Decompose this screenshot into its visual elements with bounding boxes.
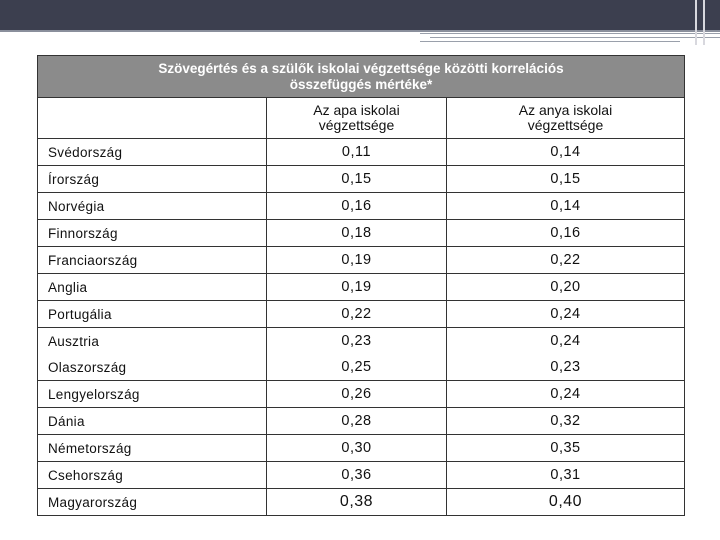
mother-value-cell: 0,15 [447, 166, 685, 193]
table-row [38, 328, 685, 355]
table-body [38, 139, 685, 516]
country-cell: Ausztria [38, 328, 267, 355]
table-row [38, 381, 685, 408]
mother-value-cell: 0,14 [447, 139, 685, 166]
father-value-cell: 0,26 [267, 381, 447, 408]
country-cell: Finnország [38, 220, 267, 247]
mother-value-cell: 0,22 [447, 247, 685, 274]
mother-value-cell: 0,32 [447, 408, 685, 435]
mother-value-cell: 0,35 [447, 435, 685, 462]
mother-value-cell: 0,14 [447, 193, 685, 220]
header-father-education [267, 98, 447, 139]
header-father-line-2: végzettsége [318, 117, 395, 133]
header-father-line-1: Az apa iskolai [313, 102, 400, 118]
header-mother-education [447, 98, 685, 139]
table-row [38, 220, 685, 247]
header-mother-line-2: végzettsége [527, 117, 604, 133]
mother-value-cell: 0,24 [447, 328, 685, 355]
country-cell: Portugália [38, 301, 267, 328]
father-value-cell: 0,16 [267, 193, 447, 220]
table-row [38, 462, 685, 489]
country-cell: Lengyelország [38, 381, 267, 408]
mother-value-cell: 0,24 [447, 301, 685, 328]
mother-value-cell: 0,24 [447, 381, 685, 408]
father-value-cell: 0,30 [267, 435, 447, 462]
table-row [38, 489, 685, 516]
decorative-lines [420, 31, 720, 45]
country-cell: Olaszország [38, 354, 267, 381]
mother-value-cell: 0,20 [447, 274, 685, 301]
country-cell: Németország [38, 435, 267, 462]
table-title-line-2: összefüggés mértéke* [289, 76, 433, 92]
header-empty-cell [38, 98, 267, 139]
table-row [38, 274, 685, 301]
country-cell: Dánia [38, 408, 267, 435]
mother-value-cell: 0,16 [447, 220, 685, 247]
table-row [38, 408, 685, 435]
father-value-cell: 0,19 [267, 274, 447, 301]
table-title [38, 56, 685, 98]
country-cell: Franciaország [38, 247, 267, 274]
country-cell: Magyarország [38, 489, 267, 516]
father-value-cell: 0,25 [267, 354, 447, 381]
father-value-cell: 0,19 [267, 247, 447, 274]
father-value-cell: 0,38 [267, 489, 447, 516]
table-row [38, 301, 685, 328]
header-mother-line-1: Az anya iskolai [518, 102, 613, 118]
table-row [38, 139, 685, 166]
father-value-cell: 0,36 [267, 462, 447, 489]
country-cell: Írország [38, 166, 267, 193]
slide-top-bar [0, 0, 720, 30]
table-row [38, 354, 685, 381]
country-cell: Norvégia [38, 193, 267, 220]
table-header-row [38, 98, 685, 139]
table-title-line-1: Szövegértés és a szülők iskolai végzettsége közötti korrelációs [158, 60, 564, 76]
mother-value-cell: 0,31 [447, 462, 685, 489]
father-value-cell: 0,18 [267, 220, 447, 247]
father-value-cell: 0,22 [267, 301, 447, 328]
country-cell: Svédország [38, 139, 267, 166]
father-value-cell: 0,15 [267, 166, 447, 193]
decorative-corner [695, 0, 720, 45]
country-cell: Anglia [38, 274, 267, 301]
table-title-row [38, 56, 685, 98]
father-value-cell: 0,23 [267, 328, 447, 355]
table-row [38, 247, 685, 274]
table-row [38, 435, 685, 462]
correlation-table [37, 55, 685, 516]
table-row [38, 166, 685, 193]
country-cell: Csehország [38, 462, 267, 489]
father-value-cell: 0,11 [267, 139, 447, 166]
table-row [38, 193, 685, 220]
mother-value-cell: 0,23 [447, 354, 685, 381]
father-value-cell: 0,28 [267, 408, 447, 435]
mother-value-cell: 0,40 [447, 489, 685, 516]
